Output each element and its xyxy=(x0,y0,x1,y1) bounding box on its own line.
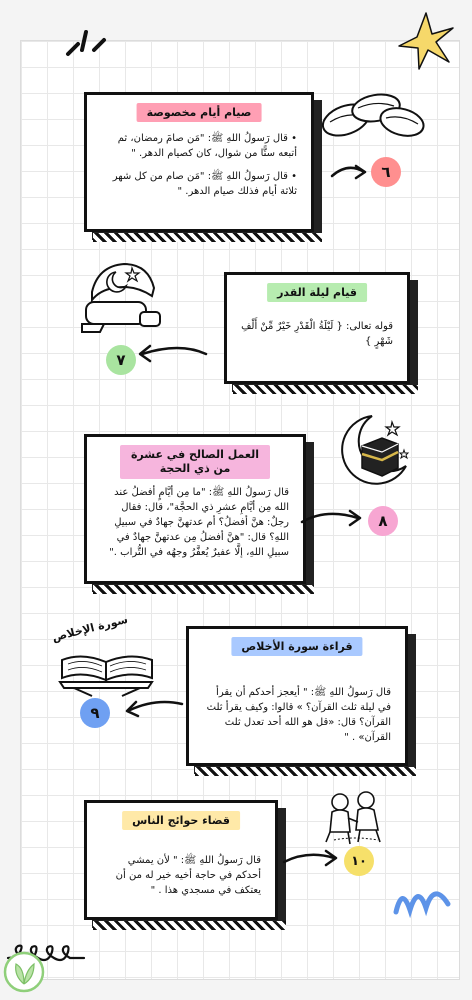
arrow-right-icon xyxy=(282,846,342,870)
leaf-logo-icon xyxy=(2,950,46,994)
star-icon xyxy=(395,10,457,72)
card-paragraph: قال رَسولُ اللهِ ﷺ: "ما مِن أيَّامٍ أفضلُ عند الله مِن أيَّامِ عشرِ ذي الحجَّة"، قال: فقال رجلٌ: هنَّ أفضلُ؟ أم عدتهنَّ جهادٌ في سبيلِ اللهِ؟ قال: "هنَّ أفضلُ مِن عدتهنَّ جهادٌ في سبيلِ اللهِ، إلَّا عفيرٌ يُعفَّرُ وجهُه في التُّراب ." xyxy=(109,487,289,558)
card-paragraph: قوله تعالى: { لَيْلَةُ الْقَدْرِ خَيْرٌ مِّنْ أَلْفِ شَهْرٍ } xyxy=(241,321,393,347)
step-badge-9: ٩ xyxy=(80,698,110,728)
card-title: صيام أيام مخصوصة xyxy=(137,103,262,122)
children-helping-icon xyxy=(320,788,388,848)
card-title: قضاء حوائج الناس xyxy=(122,811,240,830)
arrow-left-icon xyxy=(116,696,186,722)
step-badge-6: ٦ xyxy=(371,157,401,187)
card-body xyxy=(101,131,297,207)
card-body xyxy=(101,853,261,906)
card-paragraph: قال رَسولُ اللهِ ﷺ: " أيعجز أحدكم أن يقرأ في ليلة ثلث القرآن؟ » قالوا: وكيف يقرأ ثلث القرآن؟ قال: «قل هو الله أحد تعدل ثلث القرآن» . " xyxy=(206,687,391,743)
arrow-right-icon xyxy=(330,158,370,188)
card-body xyxy=(203,685,391,753)
calligraphy-label: سورة الإخلاص xyxy=(50,612,130,645)
card-body xyxy=(241,319,393,357)
card-paragraph: • قال رَسولُ اللهِ ﷺ: "مَن صام من كل شهر ثلاثة أيام فذلك صيام الدهر. " xyxy=(112,171,297,197)
arrow-right-icon xyxy=(300,504,366,532)
burst-lines-icon xyxy=(60,20,110,60)
praying-man-icon xyxy=(74,254,166,338)
card-body xyxy=(101,485,289,568)
step-badge-8: ٨ xyxy=(368,506,398,536)
card-special-fasting xyxy=(84,92,314,232)
card-laylat-al-qadr xyxy=(224,272,410,384)
step-badge-7: ٧ xyxy=(106,345,136,375)
card-dhul-hijjah xyxy=(84,434,306,584)
step-badge-10: ١٠ xyxy=(344,846,374,876)
quran-stand-icon xyxy=(52,640,162,698)
card-title: قيام ليلة القدر xyxy=(267,283,367,302)
card-title: العمل الصالح في عشرة من ذي الحجة xyxy=(120,445,270,479)
arrow-left-icon xyxy=(130,340,210,368)
card-helping-people xyxy=(84,800,278,920)
card-title: قراءة سورة الأخلاص xyxy=(231,637,362,656)
dates-icon xyxy=(318,82,428,147)
kaaba-crescent-icon xyxy=(332,408,416,492)
card-paragraph: قال رَسولُ اللهِ ﷺ: " لأن يمشي أحدكم في حاجة أخيه خير له من أن يعتكف في مسجدي هذا . " xyxy=(115,855,261,896)
card-surat-al-ikhlas xyxy=(186,626,408,766)
squiggle-decoration-icon xyxy=(392,878,454,922)
card-paragraph: • قال رَسولُ اللهِ ﷺ: "مَن صامَ رمضان، ثم أتبعه ستًّا من شوال، كان كصيام الدهر. " xyxy=(117,133,297,159)
